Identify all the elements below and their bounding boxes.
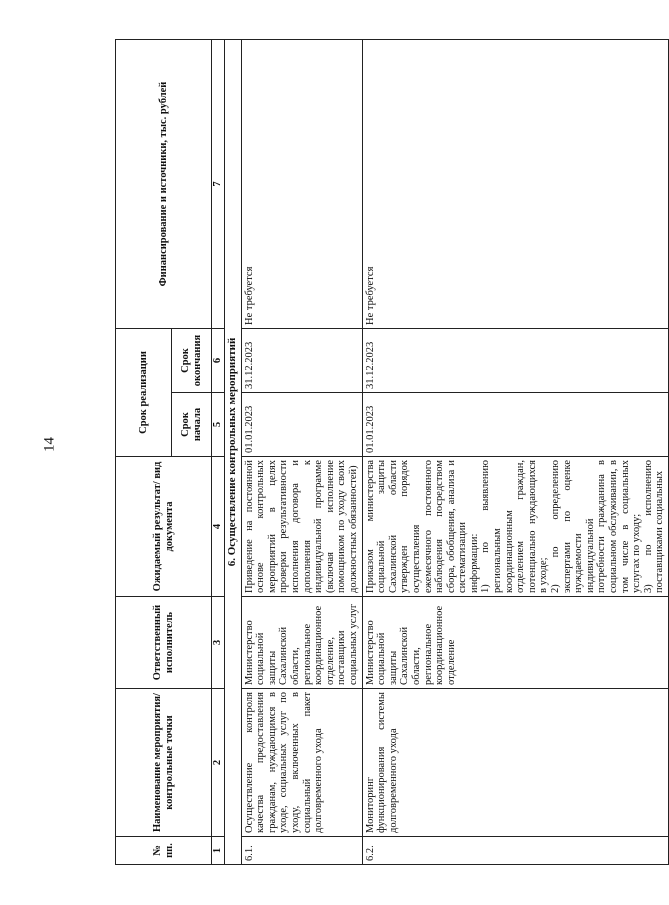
- header-finance: Финансирование и источники, тыс. рублей: [116, 40, 212, 329]
- column-number: 1: [212, 837, 225, 865]
- row-start: 01.01.2023: [362, 393, 668, 457]
- row-result: Приказом министерства социальной защиты Сахалинской области утвержден порядок осуществления ежемесячного постоянного наблюдения посредством сбора, обобщения, анализа и систематизации информации: 1) по выявлению региональным координационным отделением граждан, потенциально нуждающихся в уходе; 2) по определению экспертами по оценке нуждаемости индивидуальной потребности гражданина в социальном обслуживании, в том числе в социальных услугах по уходу; 3) по исполнению поставщиками социальных: [362, 457, 668, 597]
- row-finance: Не требуется: [241, 40, 362, 329]
- row-name: Осуществление контроля качества предоставления гражданам, нуждающимся в уходе, социальных услуг по уходу, включенных в социальный пакет долговременного ухода: [241, 689, 362, 837]
- column-number: 4: [212, 457, 225, 597]
- column-number: 3: [212, 597, 225, 689]
- header-start: Срок начала: [172, 393, 212, 457]
- section-title: 6. Осуществление контрольных мероприятий: [224, 40, 241, 865]
- row-executor: Министерство социальной защиты Сахалинской области, региональное координационное отделение: [362, 597, 668, 689]
- row-end: 31.12.2023: [362, 329, 668, 393]
- header-executor: Ответственный исполнитель: [116, 597, 212, 689]
- header-num: № пп.: [116, 837, 212, 865]
- row-result: Приведение на постоянной основе контрольных мероприятий в целях проверки результативности исполнения договора и дополнения к индивидуальной программе (включая исполнение помощником по уходу своих должностных обязанностей): [241, 457, 362, 597]
- column-number: 7: [212, 40, 225, 329]
- header-end: Срок окончания: [172, 329, 212, 393]
- row-num: 6.2.: [362, 837, 668, 865]
- column-number: 5: [212, 393, 225, 457]
- row-name: Мониторинг функционирования системы долговременного ухода: [362, 689, 668, 837]
- row-end: 31.12.2023: [241, 329, 362, 393]
- header-period: Срок реализации: [116, 329, 172, 457]
- header-result: Ожидаемый результат/ вид документа: [116, 457, 212, 597]
- table-row: [362, 40, 668, 865]
- header-name: Наименование мероприятия/ контрольные точки: [116, 689, 212, 837]
- column-number: 2: [212, 689, 225, 837]
- row-num: 6.1.: [241, 837, 362, 865]
- rotated-table-container: [115, 40, 666, 865]
- row-finance: Не требуется: [362, 40, 668, 329]
- measures-table: [115, 39, 669, 865]
- column-number: 6: [212, 329, 225, 393]
- page-number: 14: [41, 437, 58, 452]
- row-start: 01.01.2023: [241, 393, 362, 457]
- row-executor: Министерство социальной защиты Сахалинской области, региональное координационное отделение, поставщики социальных услуг: [241, 597, 362, 689]
- table-row: [241, 40, 362, 865]
